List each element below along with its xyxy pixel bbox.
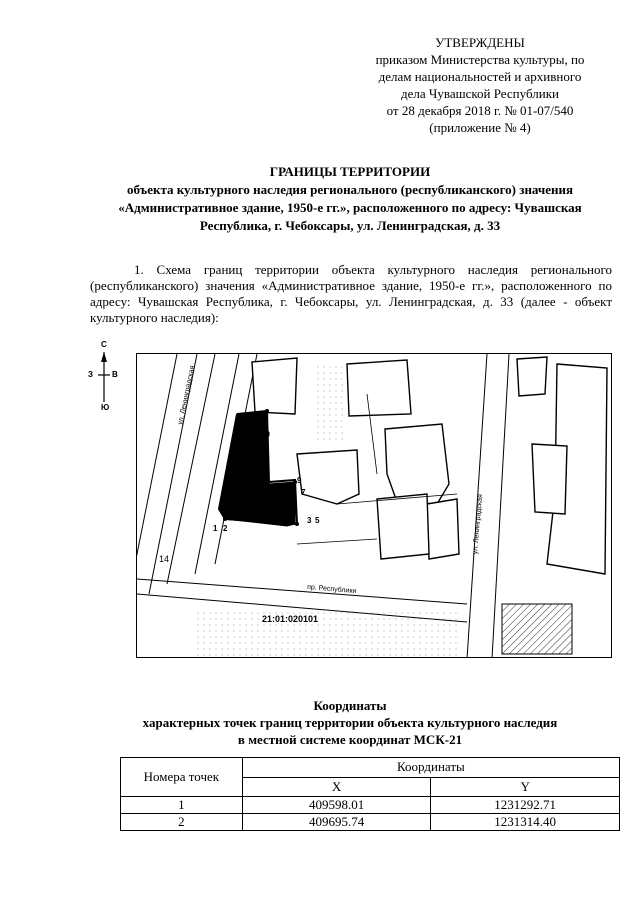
map-cadastral-label: 21:01:020101 <box>262 614 319 624</box>
compass-north-label: С <box>101 340 107 349</box>
map-point-label: 5 <box>315 516 320 525</box>
title-line: Республика, г. Чебоксары, ул. Ленинградская, д. 33 <box>199 218 501 233</box>
map-point-label: 2 <box>223 524 228 533</box>
map-point-label: 3 <box>307 516 312 525</box>
map-street-label: ул. Ленинградская <box>472 493 485 555</box>
map-point-label: 7 <box>301 488 306 497</box>
title-line: «Административное здание, 1950-е гг.», расположенного по адресу: Чувашская <box>118 200 582 215</box>
compass-arrow-icon <box>89 340 119 414</box>
coordinates-title <box>110 697 590 748</box>
cell-x: 409598.01 <box>242 797 431 814</box>
cell-y: 1231292.71 <box>431 797 620 814</box>
approval-line: дела Чувашской Республики <box>401 86 559 101</box>
coordinates-title-line: в местной системе координат МСК-21 <box>237 732 463 747</box>
map-point-label: 10 <box>261 430 270 439</box>
header-x: X <box>242 777 431 797</box>
header-points: Номера точек <box>121 758 243 797</box>
cell-x: 409695.74 <box>242 814 431 831</box>
title-heading: ГРАНИЦЫ ТЕРРИТОРИИ <box>269 164 431 179</box>
map-street-label: ул. Ленинградская <box>177 365 197 426</box>
cell-point-number: 2 <box>121 814 243 831</box>
compass-rose <box>89 340 119 414</box>
approval-heading: УТВЕРЖДЕНЫ <box>435 35 525 50</box>
cell-point-number: 1 <box>121 797 243 814</box>
map-drawing <box>137 354 612 658</box>
header-coordinates: Координаты <box>242 758 619 778</box>
scheme-paragraph <box>90 262 612 326</box>
map-parcel-number: 14 <box>159 554 170 564</box>
coordinates-title-line: характерных точек границ территории объекта культурного наследия <box>142 715 558 730</box>
compass-west-label: З <box>88 370 94 379</box>
coordinates-table <box>120 757 620 831</box>
coordinates-title-heading: Координаты <box>313 698 387 713</box>
document-title <box>80 163 620 235</box>
map-point-label: 1 <box>213 524 218 533</box>
cell-y: 1231314.40 <box>431 814 620 831</box>
table-row <box>121 814 620 831</box>
heritage-object-shape <box>219 411 295 526</box>
compass-east-label: В <box>112 370 118 379</box>
approval-block <box>360 34 600 136</box>
table-header-row <box>121 758 620 778</box>
header-y: Y <box>431 777 620 797</box>
approval-date: от 28 декабря 2018 г. № 01-07/540 <box>386 103 574 118</box>
title-line: объекта культурного наследия регионального (республиканского) значения <box>126 182 574 197</box>
boundary-map <box>136 353 612 658</box>
compass-south-label: Ю <box>101 403 110 412</box>
map-street-label: пр. Республики <box>306 583 357 596</box>
scheme-paragraph-text: 1. Схема границ территории объекта культурного наследия регионального (республиканского) значения «Административное здание, 1950-е гг.», расположенного по адресу: Чувашская Республика, г. Чебоксары, ул. Ленинградская, д. 33 (далее - объект культурного наследия): <box>90 262 612 325</box>
approval-appendix: (приложение № 4) <box>429 120 531 135</box>
table-row <box>121 797 620 814</box>
map-point-label: 9 <box>297 476 302 485</box>
approval-line: приказом Министерства культуры, по <box>375 52 585 67</box>
approval-line: делам национальностей и архивного <box>378 69 582 84</box>
